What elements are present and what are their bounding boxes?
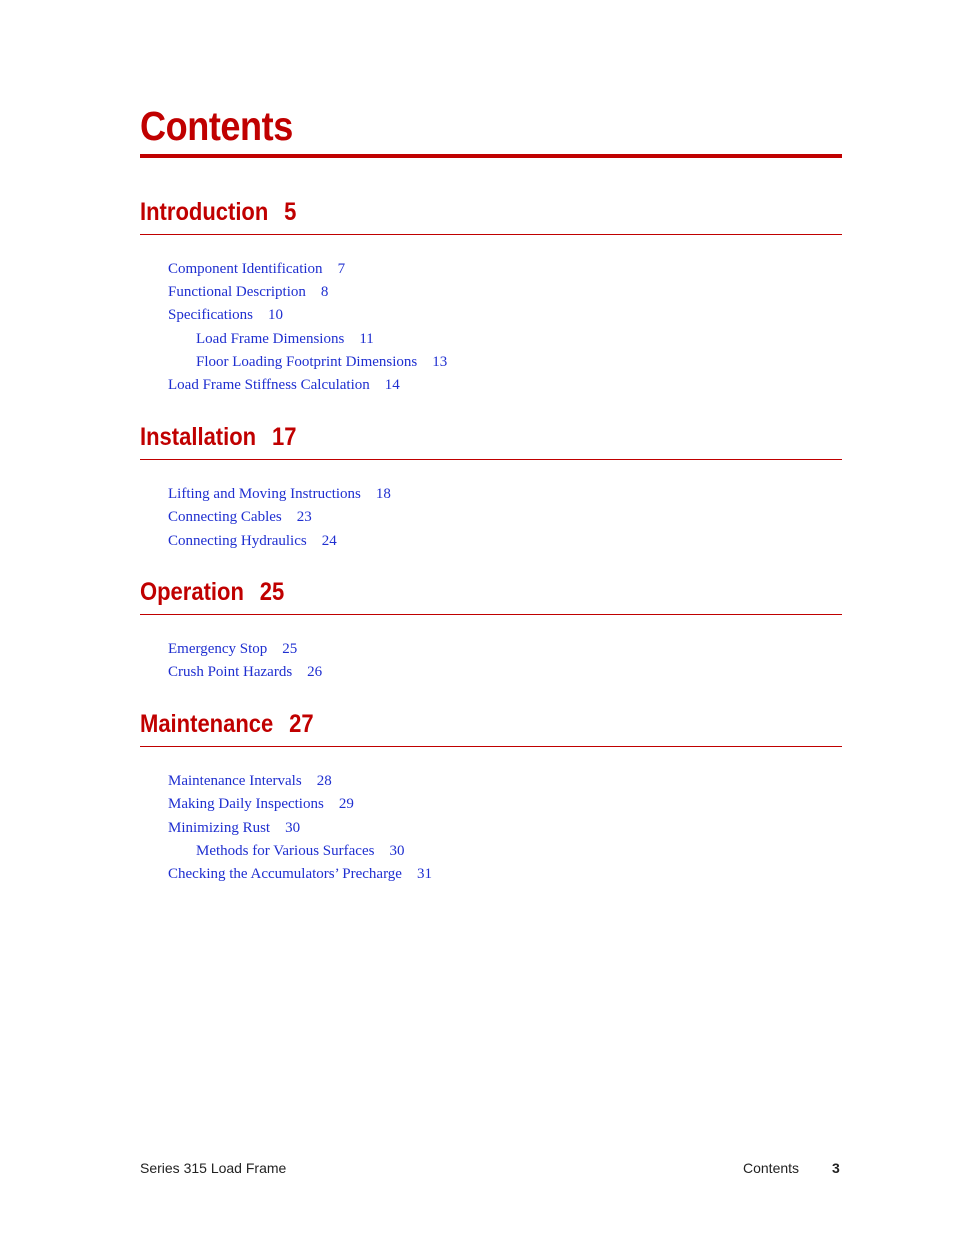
toc-entry-page: 13 [432, 354, 448, 370]
section-rule [140, 746, 842, 747]
section-title: Operation [140, 578, 244, 606]
section-heading-introduction[interactable] [140, 196, 758, 228]
section-rule [140, 614, 842, 615]
page-title: Contents [140, 103, 293, 149]
toc-entry-page: 10 [267, 307, 283, 323]
toc-entry-page: 31 [416, 866, 432, 882]
toc-entry-page: 11 [359, 331, 374, 347]
toc-entry-page: 30 [285, 820, 301, 836]
toc-entry-lifting-and-moving-instructions[interactable] [168, 484, 391, 504]
toc-entry-label: Component Identification [168, 261, 323, 277]
section-maintenance [140, 708, 842, 882]
footer-document-title: Series 315 Load Frame [140, 1160, 287, 1176]
toc-entry-page: 30 [389, 843, 405, 859]
toc-entry-floor-loading-footprint-dimensions[interactable] [196, 352, 447, 372]
section-title: Maintenance [140, 710, 274, 738]
toc-entry-label: Lifting and Moving Instructions [168, 486, 361, 502]
toc-entry-label: Functional Description [168, 284, 306, 300]
toc-entry-label: Load Frame Dimensions [196, 331, 345, 347]
toc-entry-emergency-stop[interactable] [168, 639, 297, 659]
toc-entry-crush-point-hazards[interactable] [168, 662, 322, 682]
footer-section-name: Contents [743, 1160, 800, 1176]
toc-entry-page: 28 [316, 773, 332, 789]
toc-entry-page: 25 [282, 641, 298, 657]
toc-entry-component-identification[interactable] [168, 259, 345, 279]
section-page-number: 17 [271, 423, 297, 451]
toc-entry-maintenance-intervals[interactable] [168, 771, 332, 791]
toc-entry-label: Making Daily Inspections [168, 796, 324, 812]
section-page-number: 5 [284, 198, 297, 226]
toc-entry-label: Crush Point Hazards [168, 664, 293, 680]
toc-entry-label: Methods for Various Surfaces [196, 843, 375, 859]
title-rule [140, 154, 842, 158]
toc-entry-label: Maintenance Intervals [168, 773, 302, 789]
toc-entry-page: 26 [307, 664, 323, 680]
toc-entry-label: Connecting Hydraulics [168, 533, 307, 549]
section-heading-installation[interactable] [140, 421, 758, 453]
section-rule [140, 459, 842, 460]
section-title: Introduction [140, 198, 269, 226]
footer-page-number: 3 [832, 1160, 840, 1176]
toc-entry-page: 24 [321, 533, 337, 549]
toc-entry-page: 18 [375, 486, 391, 502]
toc-entry-page: 23 [296, 509, 312, 525]
section-rule [140, 234, 842, 235]
section-title: Installation [140, 423, 257, 451]
toc-entry-page: 14 [384, 377, 400, 393]
toc-entry-page: 29 [338, 796, 354, 812]
toc-entry-methods-for-various-surfaces[interactable] [196, 841, 404, 861]
toc-entry-connecting-hydraulics[interactable] [168, 531, 337, 551]
toc-entry-label: Load Frame Stiffness Calculation [168, 377, 370, 393]
section-page-number: 27 [289, 710, 314, 738]
toc-entry-functional-description[interactable] [168, 282, 328, 302]
toc-entry-label: Emergency Stop [168, 641, 268, 657]
section-heading-maintenance[interactable] [140, 708, 758, 740]
toc-entry-specifications[interactable] [168, 305, 283, 325]
toc-entry-page: 7 [337, 261, 346, 277]
section-operation [140, 576, 842, 680]
toc-entry-minimizing-rust[interactable] [168, 818, 300, 838]
section-installation [140, 421, 842, 549]
toc-entry-load-frame-stiffness-calculation[interactable] [168, 375, 400, 395]
toc-entry-making-daily-inspections[interactable] [168, 794, 354, 814]
toc-entry-label: Minimizing Rust [168, 820, 271, 836]
toc-entry-checking-the-accumulators-precharge[interactable] [168, 864, 432, 884]
section-page-number: 25 [259, 578, 285, 606]
toc-entry-page: 8 [320, 284, 329, 300]
toc-entry-load-frame-dimensions[interactable] [196, 329, 374, 349]
toc-entry-label: Floor Loading Footprint Dimensions [196, 354, 418, 370]
toc-entry-label: Specifications [168, 307, 253, 323]
section-heading-operation[interactable] [140, 576, 758, 608]
section-introduction [140, 196, 842, 393]
toc-entry-label: Connecting Cables [168, 509, 282, 525]
toc-entry-label: Checking the Accumulators’ Precharge [168, 866, 402, 882]
toc-entry-connecting-cables[interactable] [168, 507, 312, 527]
